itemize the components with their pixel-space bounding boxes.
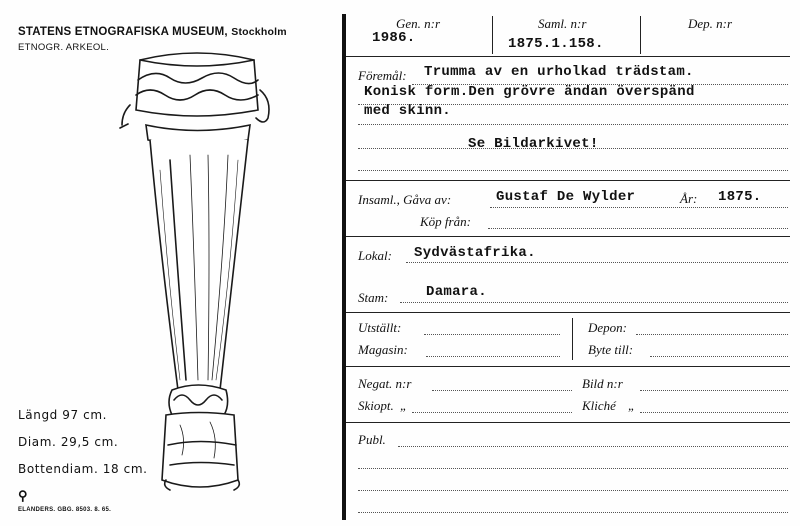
dotted-line — [358, 490, 788, 491]
dotted-line — [358, 148, 788, 149]
stam-label: Stam: — [358, 290, 389, 305]
printer-mark-icon: ⚲ — [18, 488, 28, 503]
length-measurement: Längd 97 cm. — [18, 408, 108, 422]
utstallt-label: Utställt: — [358, 320, 402, 335]
kliche-label: Kliché — [582, 398, 616, 413]
publ-label: Publ. — [358, 432, 386, 447]
dotted-line — [640, 390, 788, 391]
dotted-line — [640, 412, 788, 413]
magasin-label: Magasin: — [358, 342, 408, 357]
negat-label: Negat. n:r — [358, 376, 412, 391]
dotted-line — [406, 262, 788, 263]
stam-value: Damara. — [426, 284, 487, 300]
bottom-diameter-measurement: Bottendiam. 18 cm. — [18, 462, 148, 476]
kop-label: Köp från: — [420, 214, 471, 229]
dotted-line — [358, 468, 788, 469]
section-rule — [346, 422, 790, 423]
skiopt-ditto: „ — [400, 398, 408, 413]
department-label: ETNOGR. ARKEOL. — [18, 42, 110, 53]
dotted-line — [490, 207, 788, 208]
dotted-line — [358, 170, 788, 171]
dep-number-label: Dep. n:r — [688, 16, 733, 31]
dotted-line — [412, 412, 572, 413]
insaml-value: Gustaf De Wylder — [496, 189, 636, 205]
depon-label: Depon: — [588, 320, 627, 335]
insaml-label: Insaml., Gåva av: — [358, 192, 452, 207]
illustration-panel — [0, 0, 345, 526]
object-label: Föremål: — [358, 68, 407, 83]
header-separator — [492, 16, 493, 54]
dotted-line — [400, 302, 788, 303]
museum-name — [18, 26, 287, 38]
printer-imprint: ELANDERS. GBG. 8503. 8. 65. — [18, 507, 112, 513]
header-separator — [640, 16, 641, 54]
bild-label: Bild n:r — [582, 376, 623, 391]
dotted-line — [358, 124, 788, 125]
object-line-3: med skinn. — [364, 103, 452, 119]
header-rule — [346, 56, 790, 57]
dotted-line — [432, 390, 572, 391]
diameter-measurement: Diam. 29,5 cm. — [18, 435, 119, 449]
dotted-line — [488, 228, 788, 229]
panel-divider — [342, 14, 346, 520]
dotted-line — [358, 512, 788, 513]
byte-label: Byte till: — [588, 342, 634, 357]
skiopt-label: Skiopt. — [358, 398, 394, 413]
gen-number-label: Gen. n:r — [396, 16, 441, 31]
object-line-1: Trumma av en urholkad trädstam. — [424, 64, 694, 80]
section-rule — [346, 180, 790, 181]
museum-city: Stockholm — [231, 26, 287, 38]
dotted-line — [424, 334, 560, 335]
saml-number-label: Saml. n:r — [538, 16, 587, 31]
kliche-ditto: „ — [628, 398, 636, 413]
storage-separator — [572, 318, 573, 360]
section-rule — [346, 236, 790, 237]
object-line-2: Konisk form.Den grövre ändan överspänd — [364, 84, 695, 100]
saml-number-value: 1875.1.158. — [508, 36, 604, 52]
dotted-line — [650, 356, 788, 357]
year-value: 1875. — [718, 189, 762, 205]
lokal-value: Sydvästafrika. — [414, 245, 536, 261]
year-label: År: — [680, 191, 698, 206]
object-note: Se Bildarkivet! — [468, 136, 599, 152]
dotted-line — [398, 446, 788, 447]
drum-illustration — [110, 50, 285, 500]
lokal-label: Lokal: — [358, 248, 392, 263]
dotted-line — [426, 356, 560, 357]
section-rule — [346, 312, 790, 313]
gen-number-value: 1986. — [372, 30, 416, 46]
dotted-line — [636, 334, 788, 335]
museum-name-text: STATENS ETNOGRAFISKA MUSEUM, — [18, 26, 228, 38]
section-rule — [346, 366, 790, 367]
